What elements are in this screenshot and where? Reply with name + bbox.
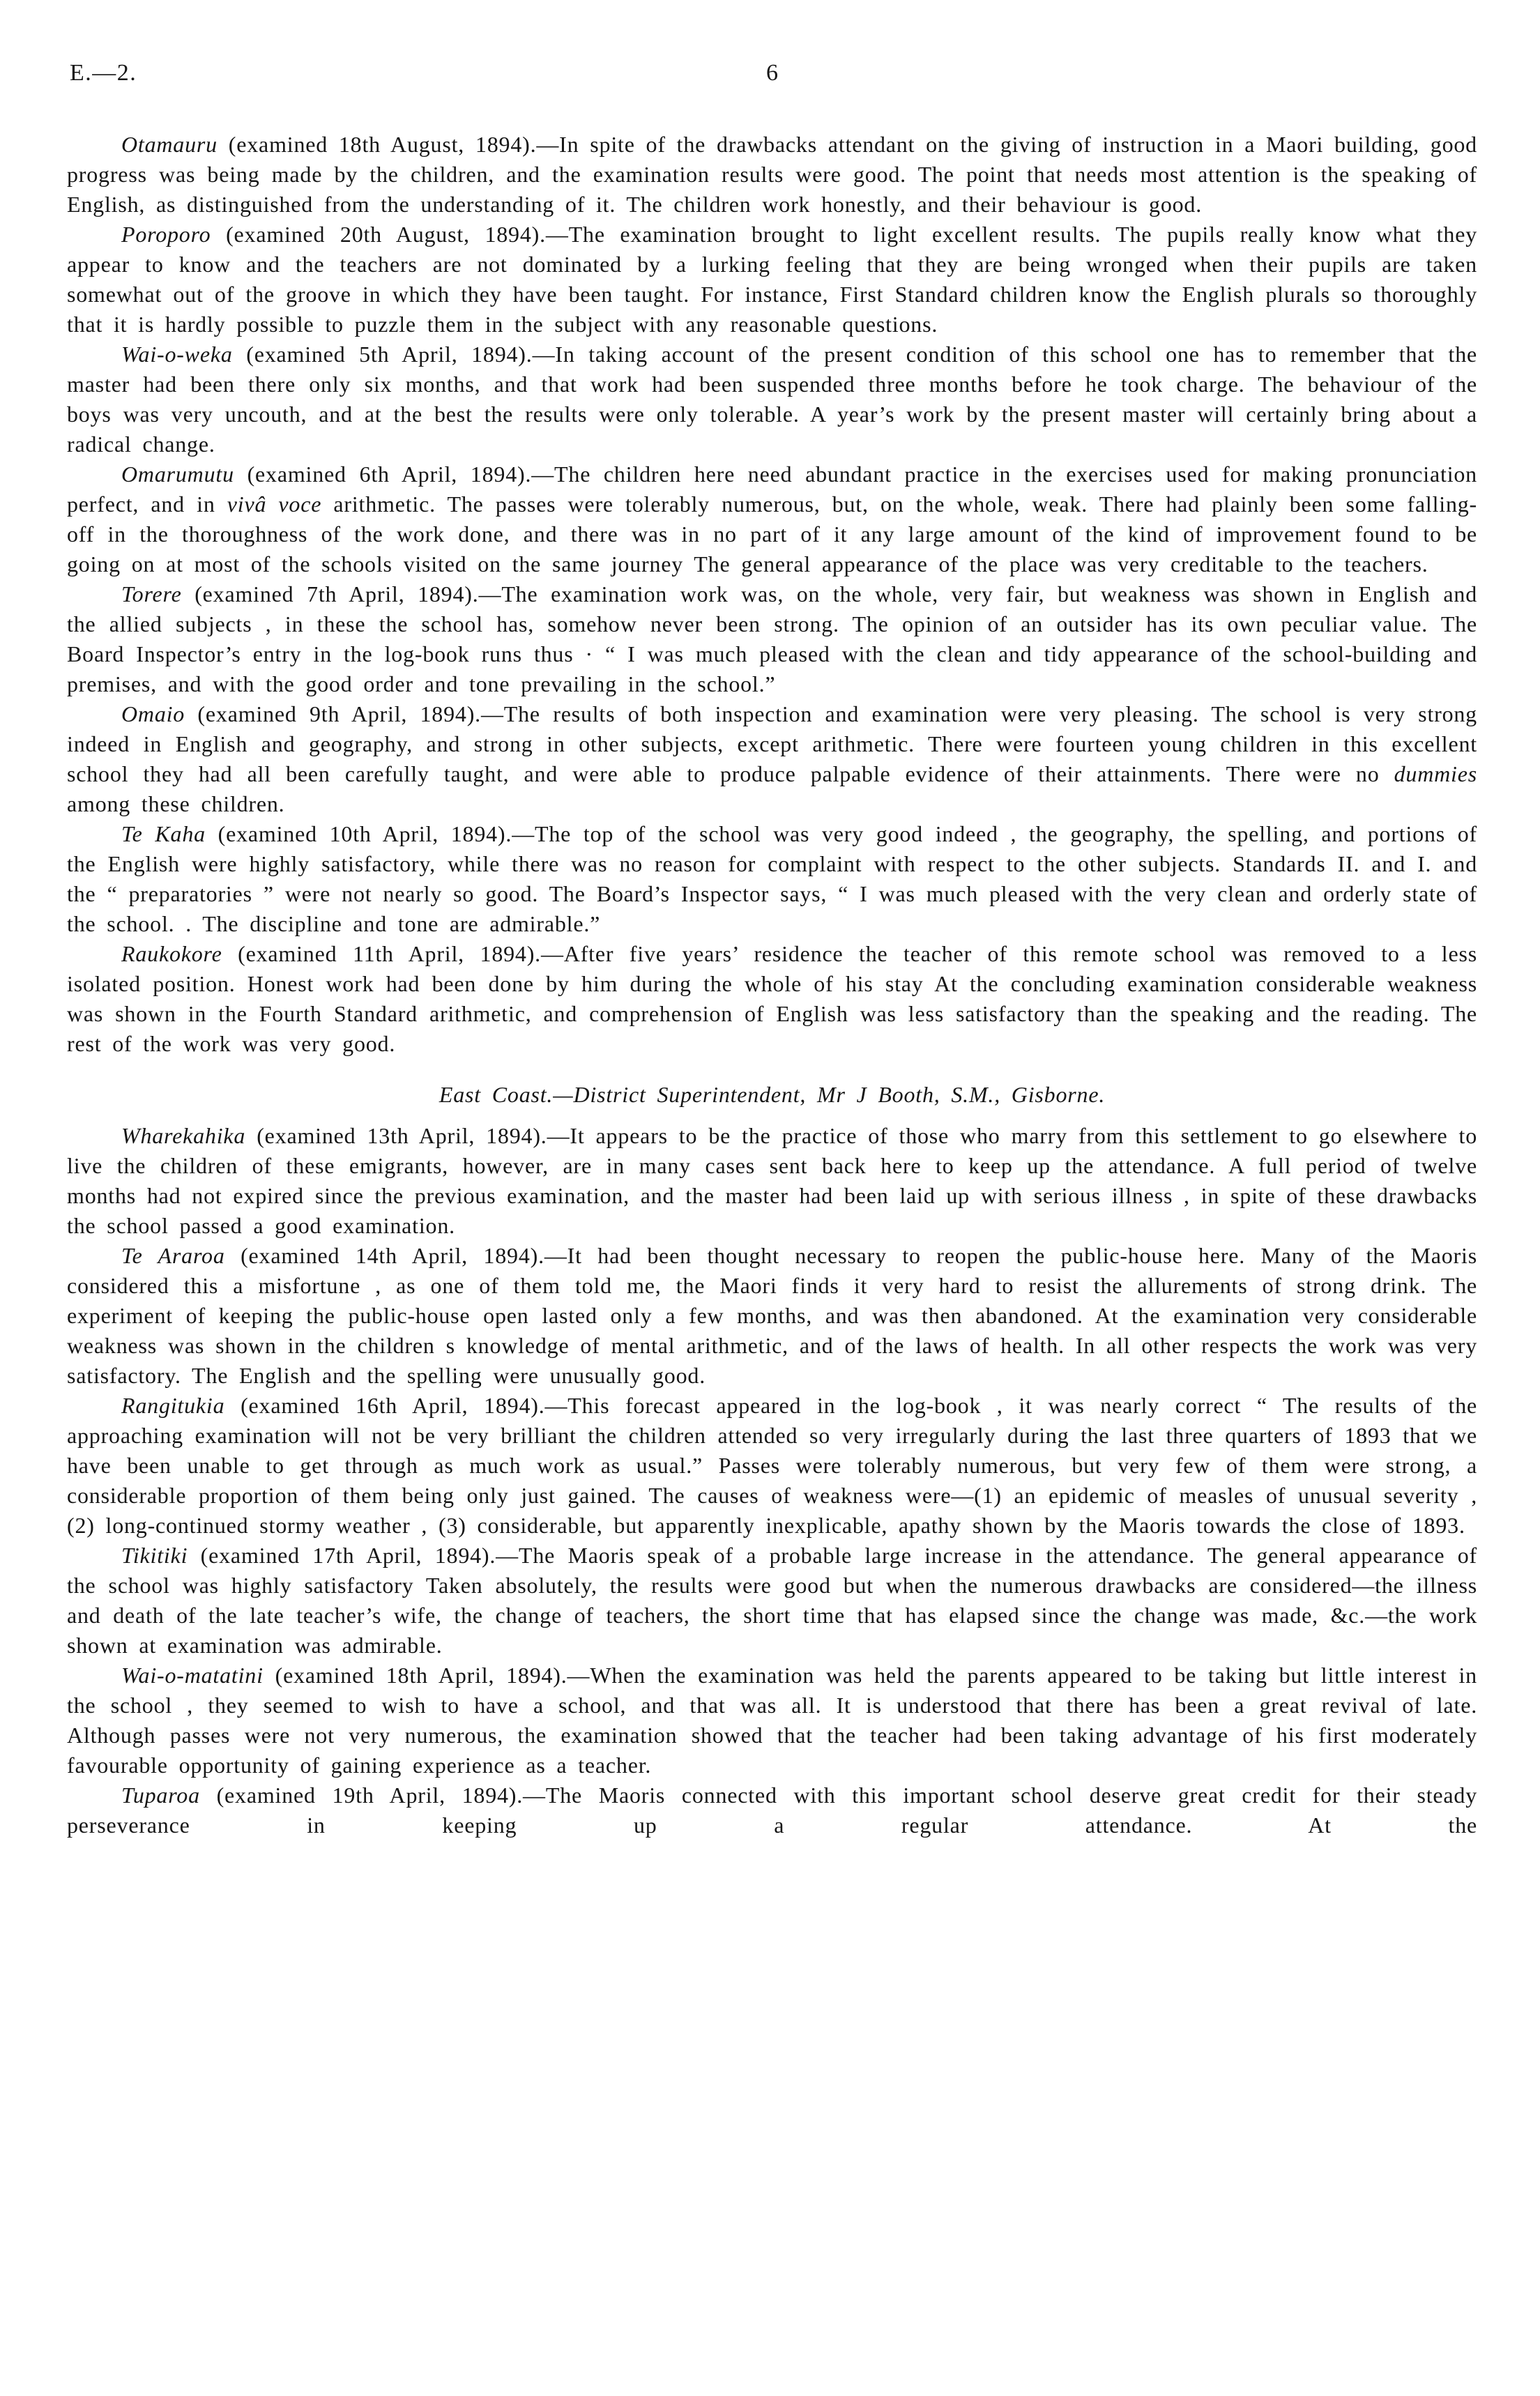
page-number: 6: [766, 60, 778, 86]
paragraph-text: (examined 18th August, 1894).—In spite of the drawbacks attendant on the giving of instruction in a Maori building, good progress was being made by the children, and the examination results were good. The point that needs most attention is the speaking of English, as distinguished from the understanding of it. The children work honestly, and their behaviour is good.: [67, 132, 1477, 217]
paragraph-text: (examined 11th April, 1894).—After five years’ residence the teacher of this remote school was removed to a less isolated position. Honest work had been done by him during the whole of his stay At the concluding examination considerable weakness was shown in the Fourth Standard arithmetic, and comprehension of English was less satisfactory than the speaking and the reading. The rest of the work was very good.: [67, 941, 1477, 1056]
report-paragraph: [67, 819, 1477, 939]
school-name: Wai-o-weka: [121, 342, 233, 367]
school-name: Raukokore: [121, 941, 222, 966]
page-header: [67, 60, 1477, 100]
paragraph-text: (examined 9th April, 1894).—The results of both inspection and examination were very pleasing. The school is very strong indeed in English and geography, and strong in other subjects, except arithmetic. There were fourteen young children in this excellent school they had all been carefully taught, and were able to produce palpable evidence of their attainments. There were no: [67, 701, 1477, 786]
school-name: Tikitiki: [121, 1543, 188, 1568]
school-name: Poroporo: [121, 222, 211, 247]
paragraph-text: (examined 20th August, 1894).—The examination brought to light excellent results. The pupils really know what they appear to know and the teachers are not dominated by a lurking feeling that they are being wronged when their pupils are taken somewhat out of the groove in which they have been taught. For instance, First Standard children know the English plurals so thoroughly that it is hardly possible to puzzle them in the subject with any reasonable questions.: [67, 222, 1477, 337]
italic-term: vivâ voce: [227, 491, 322, 517]
school-name: Omaio: [121, 701, 185, 726]
report-paragraph: [67, 1780, 1477, 1840]
paragraph-text: among these children.: [67, 791, 285, 816]
paragraph-text: (examined 18th April, 1894).—When the examination was held the parents appeared to be taking but little interest in the school , they seemed to wish to have a school, and that was all. It is understood that there has been a great revival of late. Although passes were not very numerous, the examination showed that the teacher had been taking advantage of his first moderately favourable opportunity of gaining experience as a teacher.: [67, 1663, 1477, 1778]
school-name: Rangitukia: [121, 1393, 225, 1418]
report-paragraph: [67, 939, 1477, 1059]
report-paragraph: [67, 1661, 1477, 1780]
school-name: Tuparoa: [121, 1783, 200, 1808]
paragraph-text: (examined 13th April, 1894).—It appears to be the practice of those who marry from this settlement to go elsewhere to live the children of these emigrants, however, are in many cases sent back here to keep up the attendance. A full period of twelve months had not expired since the previous examination, and the master had been laid up with serious illness , in spite of these drawbacks the school passed a good examination.: [67, 1123, 1477, 1238]
report-paragraph: [67, 339, 1477, 459]
document-body: [67, 130, 1477, 1840]
school-name: Wharekahika: [121, 1123, 246, 1148]
report-paragraph: [67, 1121, 1477, 1241]
paragraph-text: (examined 16th April, 1894).—This forecast appeared in the log-book , it was nearly correct “ The results of the approaching examination will not be very brilliant the children attended so very irregularly during the last three quarters of 1893 that we have been unable to get through as much work as usual.” Passes were tolerably numerous, but very few of them were strong, a considerable proportion of them being only just gained. The causes of weakness were—(1) an epidemic of measles of unusual severity , (2) long-continued stormy weather , (3) considerable, but apparently inexplicable, apathy shown by the Maoris towards the close of 1893.: [67, 1393, 1477, 1538]
report-paragraph: [67, 130, 1477, 220]
paragraph-text: (examined 14th April, 1894).—It had been thought necessary to reopen the public-house here. Many of the Maoris considered this a misfortune , as one of them told me, the Maori finds it very hard to resist the allurements of strong drink. The experiment of keeping the public-house open lasted only a few months, and was then abandoned. At the examination very considerable weakness was shown in the children s knowledge of mental arithmetic, and of the laws of health. In all other respects the work was very satisfactory. The English and the spelling were unusually good.: [67, 1243, 1477, 1388]
report-paragraph: [67, 1541, 1477, 1661]
school-name: Te Kaha: [121, 821, 206, 846]
report-paragraph: [67, 699, 1477, 819]
report-paragraph: [67, 220, 1477, 339]
school-name: Omarumutu: [121, 461, 234, 487]
school-name: Torere: [121, 581, 182, 606]
paragraph-text: (examined 17th April, 1894).—The Maoris speak of a probable large increase in the attendance. The general appearance of the school was highly satisfactory Taken absolutely, the results were good but when the numerous drawbacks are considered—the illness and death of the late teacher’s wife, the change of teachers, the short time that has elapsed since the change was made, &c.—the work shown at examination was admirable.: [67, 1543, 1477, 1658]
school-name: Otamauru: [121, 132, 218, 157]
report-paragraph: [67, 459, 1477, 579]
school-name: Wai-o-matatini: [121, 1663, 264, 1688]
section-heading: East Coast.—District Superintendent, Mr J Booth, S.M., Gisborne.: [439, 1082, 1106, 1107]
school-name: Te Araroa: [121, 1243, 225, 1268]
paragraph-text: (examined 6th April, 1894).—The children here need abundant practice in the exercises used for making pronunciation perfect, and in: [67, 461, 1477, 517]
paragraph-text: (examined 19th April, 1894).—The Maoris connected with this important school deserve great credit for their steady perseverance in keeping up a regular attendance. At the: [67, 1783, 1477, 1838]
report-paragraph: [67, 1391, 1477, 1541]
paragraph-text: (examined 5th April, 1894).—In taking account of the present condition of this school one has to remember that the master had been there only six months, and that work had been suspended three months before he took charge. The behaviour of the boys was very uncouth, and at the best the results were only tolerable. A year’s work by the present master will certainly bring about a radical change.: [67, 342, 1477, 457]
report-paragraph: [67, 1241, 1477, 1391]
report-series-code: E.—2.: [70, 60, 137, 86]
paragraph-text: arithmetic. The passes were tolerably numerous, but, on the whole, weak. There had plainly been some falling-off in the thoroughness of the work done, and there was in no part of it any large amount of the kind of improvement found to be going on at most of the schools visited on the same journey The general appearance of the place was very creditable to the teachers.: [67, 491, 1478, 577]
paragraph-text: (examined 10th April, 1894).—The top of the school was very good indeed , the geography, the spelling, and portions of the English were highly satisfactory, while there was no reason for complaint with respect to the other subjects. Standards II. and I. and the “ preparatories ” were not nearly so good. The Board’s Inspector says, “ I was much pleased with the very clean and orderly state of the school. . The discipline and tone are admirable.”: [67, 821, 1477, 936]
report-paragraph: [67, 579, 1477, 699]
paragraph-text: (examined 7th April, 1894).—The examination work was, on the whole, very fair, but weakness was shown in English and the allied subjects , in these the school has, somehow never been strong. The opinion of an outsider has its own peculiar value. The Board Inspector’s entry in the log-book runs thus · “ I was much pleased with the clean and tidy appearance of the school-building and premises, and with the good order and tone prevailing in the school.”: [67, 581, 1477, 696]
italic-term: dummies: [1394, 761, 1477, 786]
